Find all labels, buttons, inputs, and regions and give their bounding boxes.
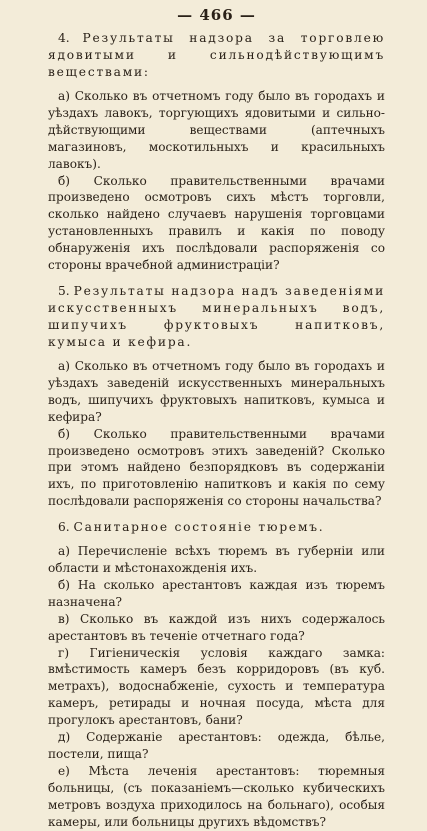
section-title: Санитарное состояніе тюремъ. bbox=[73, 520, 325, 535]
section-title: Результаты надзора за торговлею ядовитыми и сильнодѣйствующимъ веществами: bbox=[48, 31, 385, 79]
list-item: б) На сколько арестантовъ каждая изъ тюремъ назначена? bbox=[48, 577, 385, 609]
list-item: е) Мѣста леченія арестантовъ: тюремныя больницы, (съ показаніемъ—сколько кубическихъ метровъ воздуха приходилось на больнаго), особыя камеры, или больницы другихъ вѣдомствъ? bbox=[48, 763, 385, 829]
page-number: — 466 — bbox=[177, 6, 256, 24]
section-heading bbox=[48, 519, 385, 536]
section-4 bbox=[48, 30, 385, 274]
list-item: б) Сколько правительственными врачами произведено осмотровъ этихъ заведеній? Сколько при этомъ найдено безпорядковъ въ содержаніи ихъ, по приготовленію напитковъ и какія по сему послѣдовали распоряженія со стороны начальства? bbox=[48, 426, 385, 509]
list-item: в) Сколько въ каждой изъ нихъ содержалось арестантовъ въ теченіе отчетнаго года? bbox=[48, 611, 385, 643]
list-item: а) Перечисленіе всѣхъ тюремъ въ губерніи или области и мѣстонахожденія ихъ. bbox=[48, 544, 385, 576]
list-item: б) Сколько правительственными врачами произведено осмотровъ сихъ мѣстъ торговли, сколько найдено случаевъ нарушенія торговцами установленныхъ правилъ и какія по поводу обнаруженія ихъ послѣдовали распоряженія со стороны врачебной администраціи? bbox=[48, 173, 385, 273]
section-6 bbox=[48, 519, 385, 830]
section-5 bbox=[48, 283, 385, 510]
section-heading bbox=[48, 283, 385, 351]
section-number: 6. bbox=[58, 520, 70, 535]
section-number: 4. bbox=[58, 31, 70, 45]
list-item: а) Сколько въ отчетномъ году было въ городахъ и уѣздахъ заведеній искусственныхъ минеральныхъ водъ, шипучихъ фруктовыхъ напитковъ, кумыса и кефира? bbox=[48, 358, 385, 424]
list-item: а) Сколько въ отчетномъ году было въ городахъ и уѣздахъ лавокъ, торгующихъ ядовитыми и сильно-дѣйствующими веществами (аптечныхъ магазиновъ, москотильныхъ и красильныхъ лавокъ). bbox=[48, 89, 385, 171]
list-item: г) Гигіеническія условія каждаго замка: вмѣстимость камеръ безъ корридоровъ (въ куб. метрахъ), водоснабженіе, сухость и температура камеръ, ретирады и ночная посуда, мѣста для прогулокъ арестантовъ, бани? bbox=[48, 645, 385, 728]
section-title: Результаты надзора надъ заведеніями искусственныхъ минеральныхъ водъ, шипучихъ фруктовыхъ напитковъ, кумыса и кефира. bbox=[48, 283, 385, 349]
list-item: д) Содержаніе арестантовъ: одежда, бѣлье, постели, пища? bbox=[48, 730, 385, 761]
section-number: 5. bbox=[58, 283, 70, 298]
section-heading bbox=[48, 30, 385, 81]
